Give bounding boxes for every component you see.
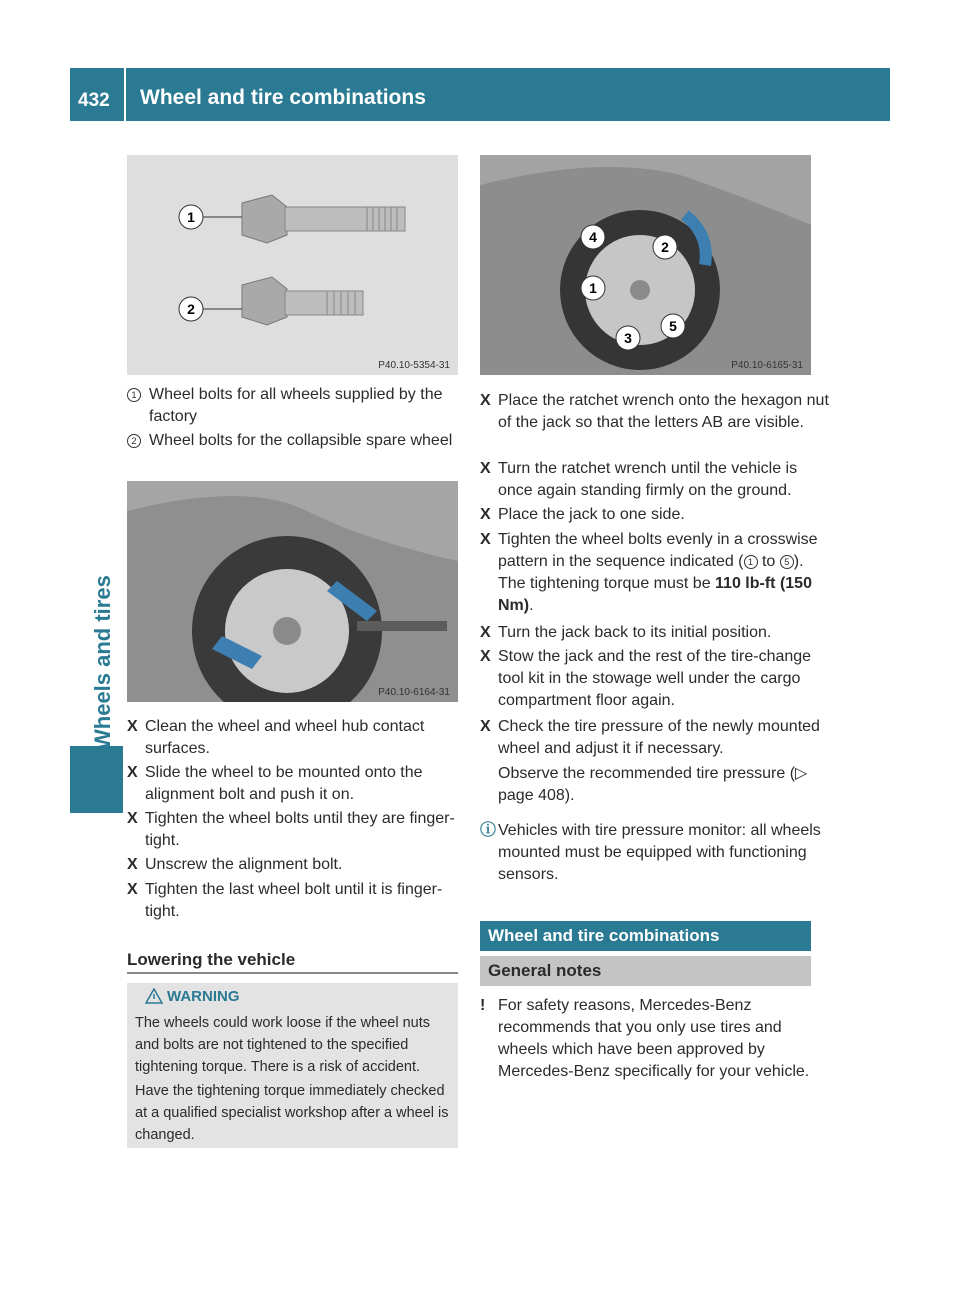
instruction-step: X Check the tire pressure of the newly mounted wheel and adjust it if necessary.	[480, 718, 820, 757]
step-arrow-icon: X	[480, 718, 491, 735]
callout-4: 4	[589, 229, 597, 245]
instruction-step: X Tighten the wheel bolts evenly in a crosswise pattern in the sequence indicated ( 1 to 5 ). The tightening torque must be 110 lb-ft (150 Nm).	[480, 531, 818, 614]
subsection-banner: General notes	[480, 956, 811, 986]
step-arrow-icon: X	[127, 881, 138, 898]
legend-item: 2 Wheel bolts for the collapsible spare wheel	[127, 430, 459, 452]
marker-1-icon: 1	[744, 555, 758, 569]
marker-1-icon: 1	[127, 384, 141, 406]
figure-code: P40.10-5354-31	[378, 360, 450, 371]
step-arrow-icon: X	[127, 718, 138, 735]
header-divider	[124, 68, 126, 121]
section-rule	[127, 972, 458, 974]
instruction-step: X Tighten the last wheel bolt until it is finger-tight.	[127, 881, 443, 920]
tightening-sequence-figure	[480, 155, 811, 375]
step-arrow-icon: X	[480, 624, 491, 641]
instruction-step: X Place the jack to one side.	[480, 504, 830, 526]
callout-1: 1	[187, 209, 195, 225]
section-banner: Wheel and tire combinations	[480, 921, 811, 951]
exclamation-icon: !	[480, 997, 486, 1014]
instruction-step: X Turn the jack back to its initial position.	[480, 622, 830, 644]
tire-pressure-note: Observe the recommended tire pressure (▷ page 408).	[498, 765, 808, 804]
warning-icon	[145, 988, 163, 1004]
caution-note: ! For safety reasons, Mercedes-Benz recommends that you only use tires and wheels which have been approved by Mercedes-Benz specifically for your vehicle.	[480, 997, 810, 1080]
page-title: Wheel and tire combinations	[140, 86, 426, 109]
step-arrow-icon: X	[480, 506, 491, 523]
step-arrow-icon: X	[127, 764, 138, 781]
figure-code: P40.10-6165-31	[731, 360, 803, 371]
step-arrow-icon: X	[127, 856, 138, 873]
side-tab-marker	[70, 746, 123, 813]
instruction-step: X Stow the jack and the rest of the tire-change tool kit in the stowage well under the cargo compartment floor again.	[480, 648, 812, 709]
wheel-bolts-figure	[127, 155, 458, 375]
wheel-jack-illustration	[127, 481, 458, 702]
info-note: ⓘ Vehicles with tire pressure monitor: all wheels mounted must be equipped with functioning sensors.	[480, 822, 821, 883]
page-header	[70, 68, 890, 121]
step-arrow-icon: X	[480, 531, 491, 548]
instruction-step: X Clean the wheel and wheel hub contact surfaces.	[127, 718, 425, 757]
callout-1: 1	[589, 280, 597, 296]
warning-paragraph: The wheels could work loose if the wheel nuts and bolts are not tightened to the specified tightening torque. There is a risk of accident.	[135, 1015, 430, 1075]
warning-title: WARNING	[167, 988, 240, 1005]
wheel-bolts-illustration	[127, 155, 458, 375]
figure-code: P40.10-6164-31	[378, 687, 450, 698]
tightening-illustration	[480, 155, 811, 375]
instruction-step: X Place the ratchet wrench onto the hexagon nut of the jack so that the letters AB are visible.	[480, 392, 829, 431]
step-arrow-icon: X	[127, 810, 138, 827]
marker-5-icon: 5	[780, 555, 794, 569]
legend-item: 1 Wheel bolts for all wheels supplied by the factory	[127, 384, 459, 428]
warning-paragraph: Have the tightening torque immediately checked at a qualified specialist workshop after a wheel is changed.	[135, 1083, 449, 1143]
step-arrow-icon: X	[480, 392, 491, 409]
section-heading: Lowering the vehicle	[127, 950, 296, 969]
step-arrow-icon: X	[480, 460, 491, 477]
wheel-mounting-figure	[127, 481, 458, 702]
instruction-step: X Tighten the wheel bolts until they are finger-tight.	[127, 810, 455, 849]
instruction-step: X Slide the wheel to be mounted onto the alignment bolt and push it on.	[127, 764, 423, 803]
callout-2: 2	[187, 301, 195, 317]
callout-3: 3	[624, 330, 632, 346]
step-arrow-icon: X	[480, 648, 491, 665]
marker-2-icon: 2	[127, 430, 141, 452]
callout-5: 5	[669, 318, 677, 334]
info-icon: ⓘ	[480, 822, 497, 839]
callout-2: 2	[661, 239, 669, 255]
instruction-step: X Turn the ratchet wrench until the vehicle is once again standing firmly on the ground.	[480, 460, 798, 499]
instruction-step: X Unscrew the alignment bolt.	[127, 854, 465, 876]
side-tab-label: Wheels and tires	[90, 575, 115, 750]
page-number: 432	[78, 90, 110, 111]
